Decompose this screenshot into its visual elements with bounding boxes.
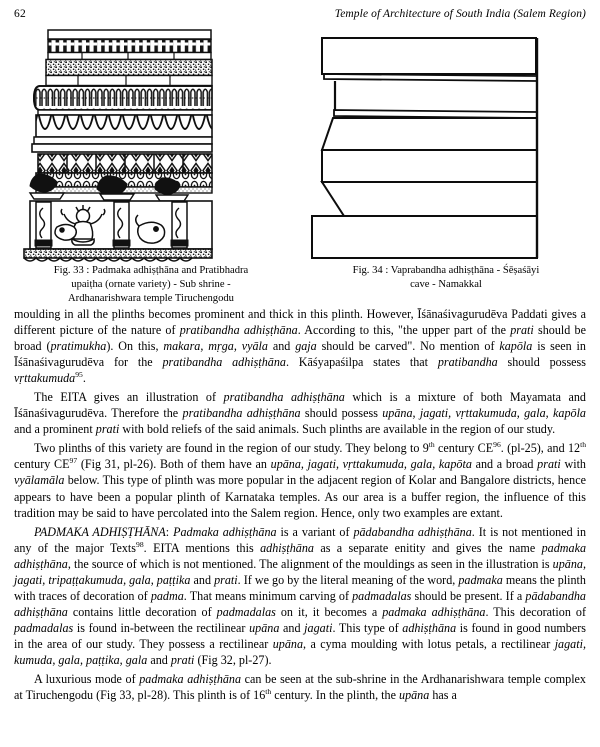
figure-34-illustration bbox=[300, 26, 592, 262]
paragraph-luxurious-mode: A luxurious mode of padmaka adhiṣṭhāna can be seen at the sub-shrine in the Ardhanarishwara temple complex at Tiruchengodu (Fig 33, pl-28). This plinth is of 16th century. In the plinth, the upāna has a bbox=[14, 672, 586, 703]
figure-33-caption-line-2: upaiṭha (ornate variety) - Sub shrine - bbox=[71, 278, 231, 290]
figure-33-caption-line-3: Ardhanarishwara temple Tiruchengodu bbox=[68, 292, 234, 304]
running-title: Temple of Architecture of South India (Salem Region) bbox=[334, 8, 586, 20]
paragraph-pratibandha-texts: moulding in all the plinths becomes prominent and thick in this plinth. However, Īśānaśivagurudēva Paddati gives a different picture of the nature of pratibandha adhiṣṭhāna. According to this, "the upper part of the prati should be broad (pratimukha). On this, makara, mṛga, vyāla and gaja should be carved". No mention of kapōla is seen in Īśānaśivagurudēva for the pratibandha adhiṣṭhāna. Kāśyapaśilpa states that pratibandha should possess vṛttakumuda$^{95}$. bbox=[14, 307, 586, 386]
figure-34 bbox=[300, 26, 592, 292]
figure-34-caption bbox=[300, 264, 592, 292]
paragraph-eita-illustration: The EITA gives an illustration of pratibandha adhiṣṭhāna which is a mixture of both Mayamata and Īśānaśivagurudēva. Therefore the pratibandha adhiṣṭhāna should possess upāna, jagati, vṛttakumuda, gala, kapōla and a prominent prati with bold reliefs of the said animals. Such plinths are available in the region of our study. bbox=[14, 390, 586, 437]
figure-34-caption-line-2: cave - Namakkal bbox=[410, 278, 482, 290]
paragraph-two-plinths: Two plinths of this variety are found in the region of our study. They belong to 9th century CE$^{96}$. (pl-25), and 12th century CE$^{97}$ (Fig 31, pl-26). Both of them have an upāna, jagati, vṛttakumuda, gala, kapōta and a broad prati with vyālamāla below. This type of plinth was more popular in the adjacent region of Kolar and Bangalore districts, hence appears to have been a popular plinth of Karnataka temples. As our area is a buffer region, the influence of this tradition may be said to have percolated into the Salem region. Hence, only two examples are extant. bbox=[14, 440, 587, 520]
running-head bbox=[14, 8, 586, 24]
figure-33 bbox=[10, 26, 292, 305]
figure-34-caption-line-1: Fig. 34 : Vaprabandha adhiṣṭhāna - Śēṣaśāyi bbox=[352, 265, 540, 276]
figure-band bbox=[0, 26, 600, 304]
page-number: 62 bbox=[14, 8, 26, 20]
figure-33-illustration bbox=[10, 26, 292, 262]
body-text-column bbox=[14, 306, 586, 703]
figure-33-caption-line-1: Fig. 33 : Padmaka adhiṣṭhāna and Pratibhadra bbox=[53, 265, 249, 276]
figure-33-caption bbox=[10, 264, 292, 305]
paragraph-padmaka-adhisthana: PADMAKA ADHIṢṬHĀNA: Padmaka adhiṣṭhāna is a variant of pādabandha adhiṣṭhāna. It is not mentioned in any of the major Texts$^{98}$. EITA mentions this adhiṣṭhāna as a separate enitity and gives the name padmaka adhiṣṭhāna, the source of which is not mentioned. The alignment of the mouldings as seen in the illustration is upāna, jagati, tripaṭṭakumuda, gala, paṭṭika and prati. If we go by the literal meaning of the word, padmaka means the plinth with traces of decoration of padma. That means minimum carving of padmadalas should be present. If a pādabandha adhiṣṭhāna contains little decoration of padmadalas on it, it becomes a padmaka adhiṣṭhāna. This decoration of padmadalas is found in-between the rectilinear upāna and jagati. This type of adhiṣṭhāna is found in good numbers in the area of our study. They possess a rectilinear upāna, a cyma moulding with lotus petals, a rectilinear jagati, kumuda, gala, paṭṭika, gala and prati (Fig 32, pl-27). bbox=[14, 524, 587, 667]
